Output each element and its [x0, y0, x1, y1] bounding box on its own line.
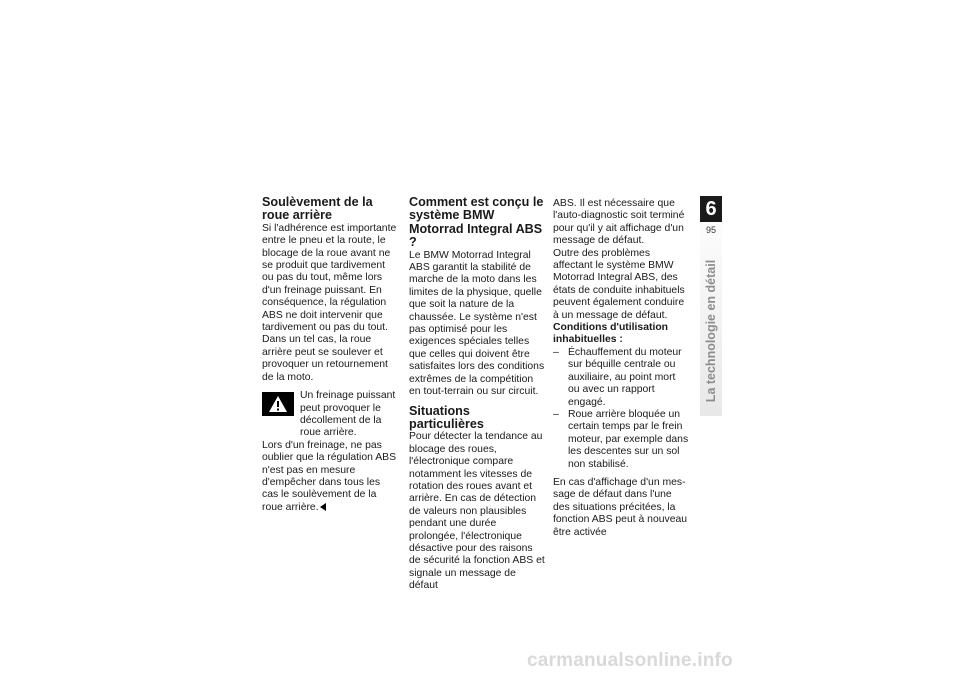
watermark: carmanualsonline.info — [527, 650, 733, 671]
subheading-unusual-conditions: Conditions d'utilisation inhabituelles : — [553, 322, 669, 346]
paragraph: Le BMW Motorrad Integral ABS garantit la stabilité de marche de la moto dans les limites de la physique, quelle que soit la nature de la chaussée. Le système n'est pas optimisé pour les exigences spéciales telles que celles qui doivent être satisfaites lors des conditions extrêmes de la compétition en tout-terrain ou sur circuit. — [409, 249, 545, 398]
list-item: – Échauffement du moteur sur béquille centrale ou auxiliaire, au point mort ou avec un rapport engagé. — [553, 346, 682, 408]
dash-bullet: – — [553, 346, 559, 358]
section-heading-abs-design: Comment est conçu le système BMW Motorrad Integral ABS ? — [409, 195, 544, 250]
list-item: – Roue arrière bloquée un certain temps par le frein moteur, par exemple dans les descentes sur un sol non stabilisé. — [553, 408, 689, 470]
chapter-title-vertical: La technologie en détail — [704, 259, 718, 403]
section-heading-rear-wheel-lift: Soulèvement de la roue arrière — [262, 195, 373, 223]
paragraph: Pour détecter la tendance au blocage des roues, l'électronique compare notamment les vitesses de rotation des roues avant et arrière. En cas de détection de valeurs non plausibles pendant une durée prolongée, l'électronique désactive pour des raisons de sécurité la fonction ABS et signale un message de défaut — [409, 431, 545, 592]
warning-text: Un freinage puissant peut provoquer le décollement de la roue arrière. — [300, 390, 396, 439]
paragraph: ABS. Il est nécessaire que l'auto-diagnostic soit terminé pour qu'il y ait affichage d'un message de défaut. — [553, 198, 685, 247]
dash-bullet: – — [553, 408, 559, 420]
chapter-number: 6 — [700, 196, 722, 222]
warning-triangle-icon — [262, 392, 294, 416]
end-of-section-icon — [320, 503, 326, 511]
chapter-tab — [700, 196, 722, 416]
column-2 — [409, 196, 545, 593]
conditions-list — [553, 347, 689, 471]
paragraph: En cas d'affichage d'un message de défaut dans l'une des situations précitées, la fonction ABS peut à nouveau être activée — [553, 476, 688, 538]
column-1 — [262, 196, 398, 514]
paragraph: Si l'adhérence est importante entre le pneu et la route, le blocage de la roue avant ne se produit que tardivement ou pas du tout, même lors d'un freinage puissant. En conséquence, la régulation ABS ne doit intervenir que tardivement ou pas du tout. Dans un tel cas, la roue arrière peut se soulever et provoquer un retournement de la moto. — [262, 222, 397, 383]
column-3 — [553, 198, 689, 539]
page-number: 95 — [705, 225, 716, 235]
paragraph: Outre des problèmes affectant le système BMW Motorrad Integral ABS, des états de conduite inhabituels peuvent également conduire à un message de défaut. — [553, 247, 685, 321]
section-heading-special-situations: Situations particulières — [409, 403, 484, 431]
paragraph: Lors d'un freinage, ne pas oublier que la régulation ABS n'est pas en mesure d'empêcher dans tous les cas le soulèvement de la roue arrière. — [262, 439, 397, 513]
warning-notice — [262, 390, 398, 440]
